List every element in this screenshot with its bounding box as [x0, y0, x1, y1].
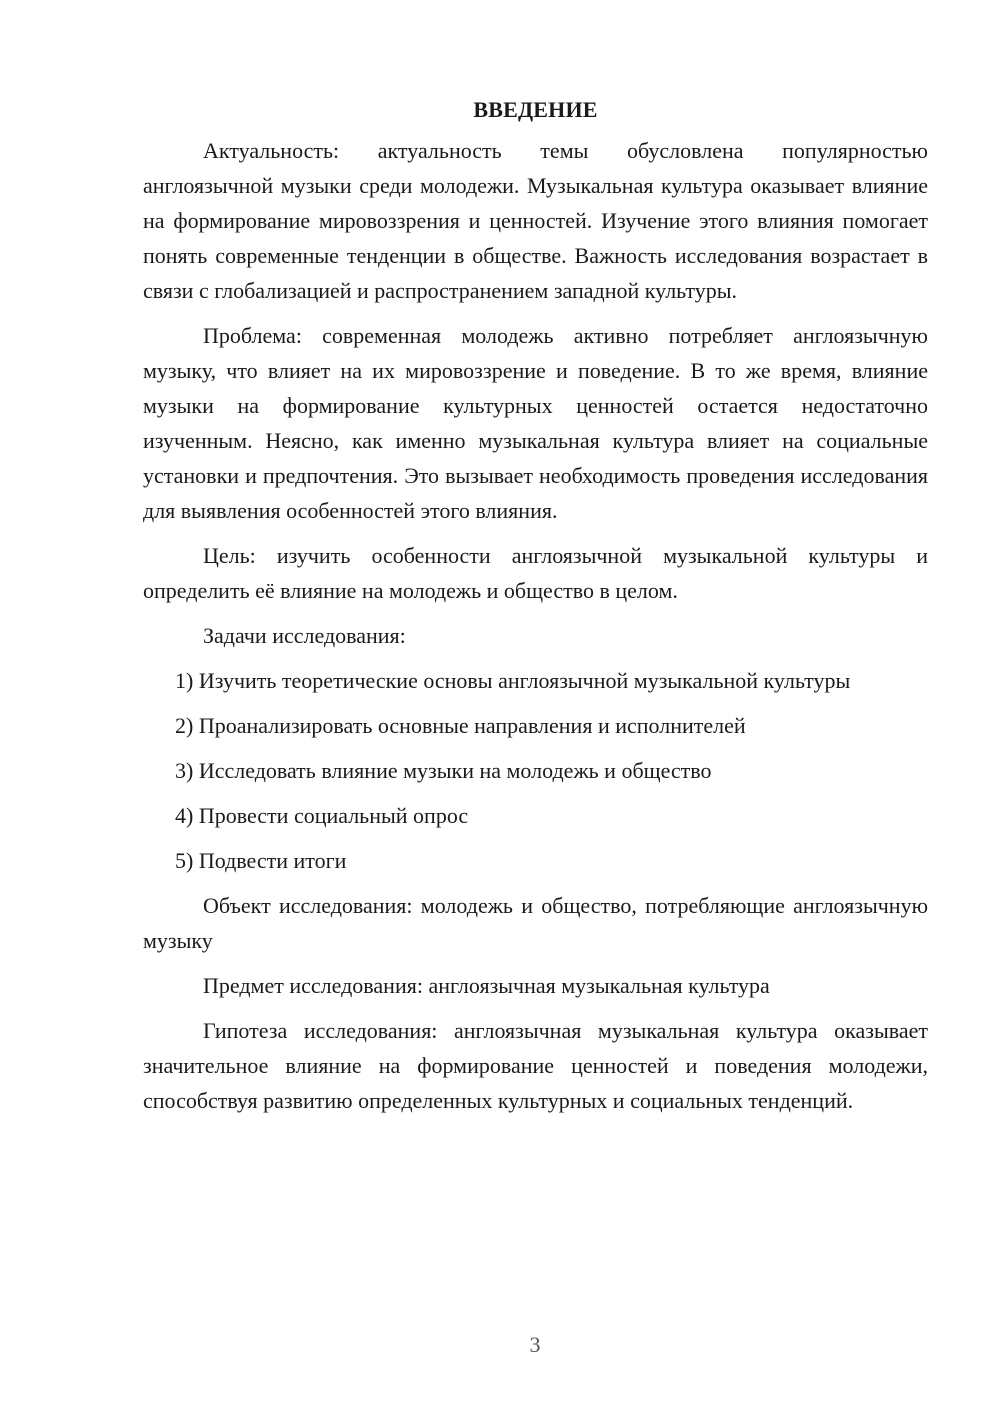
- page-number: 3: [529, 1332, 541, 1357]
- task-item: 4) Провести социальный опрос: [175, 803, 469, 828]
- paragraph-goal: Цель: изучить особенности англоязычной музыкальной культуры и определить её влияние на молодежь и общество в целом.: [143, 543, 928, 603]
- paragraph-tasks-heading: Задачи исследования:: [203, 623, 406, 648]
- task-item: 2) Проанализировать основные направления и исполнителей: [175, 713, 746, 738]
- paragraph-object: Объект исследования: молодежь и общество, потребляющие англоязычную музыку: [143, 893, 928, 953]
- task-item: 5) Подвести итоги: [175, 848, 347, 873]
- paragraph-subject: Предмет исследования: англоязычная музыкальная культура: [203, 973, 770, 998]
- paragraph-problem: Проблема: современная молодежь активно потребляет англоязычную музыку, что влияет на их мировоззрение и поведение. В то же время, влияние музыки на формирование культурных ценностей остается недостаточно изученным. Неясно, как именно музыкальная культура влияет на социальные установки и предпочтения. Это вызывает необходимость проведения исследования для выявления особенностей этого влияния.: [143, 323, 928, 523]
- paragraph-hypothesis: Гипотеза исследования: англоязычная музыкальная культура оказывает значительное влияние на формирование ценностей и поведения молодежи, способствуя развитию определенных культурных и социальных тенденций.: [143, 1018, 928, 1113]
- paragraph-relevance: Актуальность: актуальность темы обусловлена популярностью англоязычной музыки среди молодежи. Музыкальная культура оказывает влияние на формирование мировоззрения и ценностей. Изучение этого влияния помогает понять современные тенденции в обществе. Важность исследования возрастает в связи с глобализацией и распространением западной культуры.: [143, 138, 928, 303]
- section-title: ВВЕДЕНИЕ: [473, 97, 598, 122]
- task-item: 3) Исследовать влияние музыки на молодежь и общество: [175, 758, 712, 783]
- document-page: [143, 92, 928, 1128]
- task-item: 1) Изучить теоретические основы англоязычной музыкальной культуры: [175, 668, 851, 693]
